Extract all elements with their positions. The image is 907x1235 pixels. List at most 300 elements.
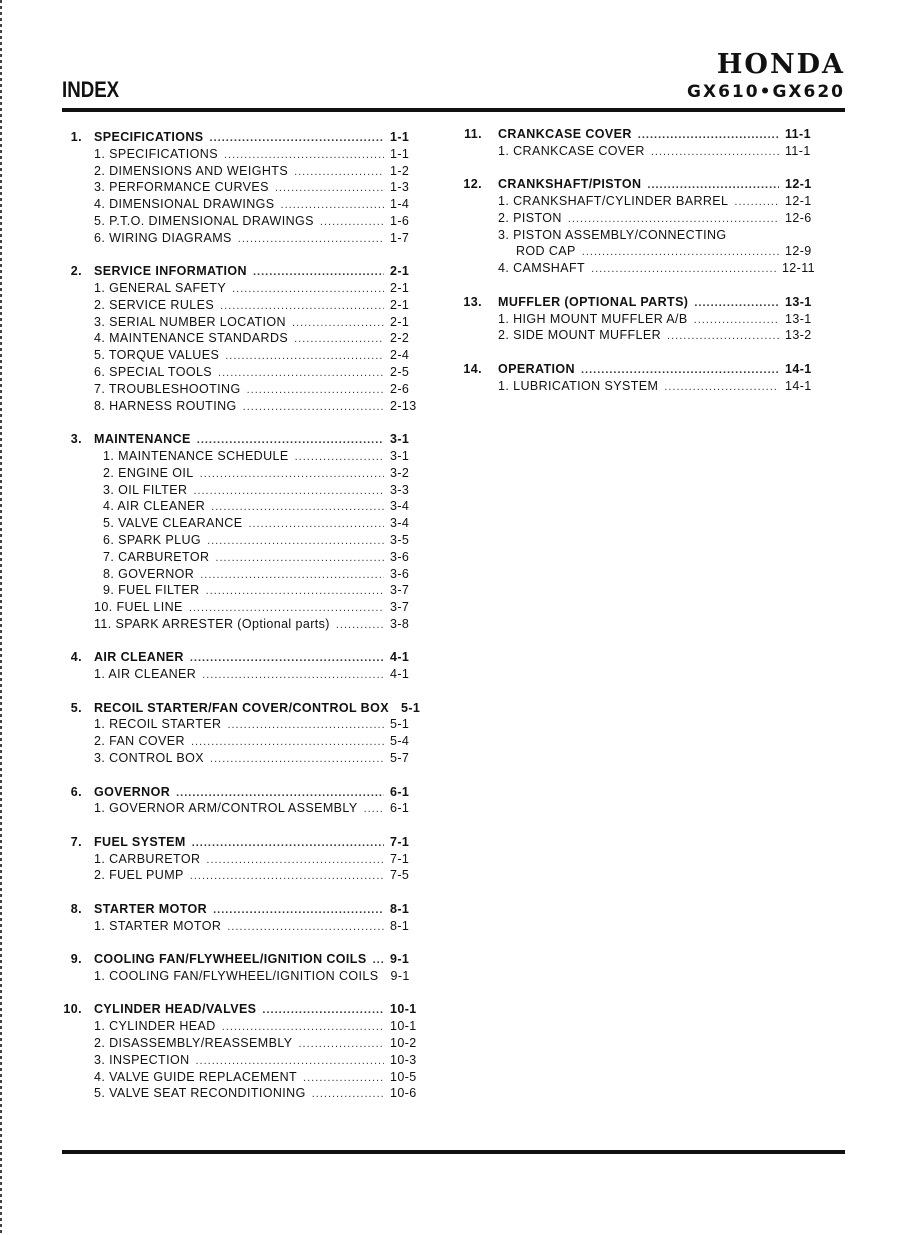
item-entry — [94, 1069, 420, 1087]
item-entry — [94, 616, 420, 634]
list-item[interactable] — [60, 616, 420, 633]
list-item[interactable] — [60, 297, 420, 314]
item-label: 1. CRANKCASE COVER — [498, 143, 645, 158]
section-number: 14. — [463, 361, 482, 376]
page-number: 3-7 — [390, 583, 410, 598]
list-item[interactable] — [60, 498, 420, 515]
dot-leader — [200, 466, 384, 483]
dot-leader — [373, 952, 384, 969]
item-entry — [498, 143, 815, 161]
dot-leader — [211, 499, 384, 516]
page-number: 4-1 — [390, 650, 410, 665]
item-entry — [94, 465, 420, 483]
item-label: 1. MAINTENANCE SCHEDULE — [103, 448, 289, 463]
dot-leader — [224, 147, 384, 164]
item-entry — [498, 193, 815, 211]
index-section — [460, 361, 815, 395]
page-number: 2-1 — [390, 281, 410, 296]
page-number: 3-3 — [390, 482, 410, 497]
section-number: 1. — [70, 130, 82, 144]
dot-leader — [215, 550, 384, 567]
list-item[interactable] — [60, 381, 420, 398]
dot-leader — [190, 868, 384, 885]
index-section — [460, 176, 815, 277]
section-heading[interactable] — [60, 431, 420, 448]
item-label: 5. VALVE CLEARANCE — [103, 516, 243, 531]
page-number: 1-1 — [390, 146, 410, 161]
item-entry — [94, 515, 420, 533]
item-label: 11. SPARK ARRESTER (Optional parts) — [94, 616, 330, 631]
section-title: SPECIFICATIONS — [94, 130, 204, 144]
item-entry — [94, 213, 420, 231]
item-entry — [94, 280, 420, 298]
list-item[interactable] — [60, 448, 420, 465]
section-entry — [498, 126, 815, 144]
dot-leader — [303, 1070, 384, 1087]
item-label: 2. DISASSEMBLY/REASSEMBLY — [94, 1036, 293, 1051]
item-entry — [94, 599, 420, 617]
section-entry — [498, 176, 815, 194]
page-number: 12-11 — [781, 261, 815, 276]
section-number: 6. — [70, 784, 82, 799]
list-item[interactable] — [460, 143, 815, 160]
model-name: GX610•GX620 — [687, 82, 845, 102]
item-label: 2. ENGINE OIL — [103, 465, 194, 480]
section-number: 4. — [70, 650, 82, 665]
section-entry — [498, 361, 815, 379]
item-label: 4. CAMSHAFT — [498, 261, 586, 276]
item-entry — [94, 1052, 420, 1070]
page-number: 12-9 — [785, 244, 812, 259]
list-item[interactable] — [60, 733, 420, 750]
list-item[interactable] — [60, 364, 420, 381]
section-title: RECOIL STARTER/FAN COVER/CONTROL BOX — [94, 700, 389, 715]
item-entry — [94, 1018, 420, 1036]
honda-logo: HONDA — [716, 49, 845, 80]
item-entry — [94, 179, 420, 197]
list-item[interactable] — [60, 566, 420, 583]
dot-leader — [197, 432, 384, 449]
section-title: MUFFLER (OPTIONAL PARTS) — [498, 294, 689, 309]
dot-leader — [206, 583, 384, 600]
page-number: 2-1 — [390, 264, 410, 279]
item-entry — [94, 230, 420, 248]
section-number: 7. — [70, 834, 82, 849]
item-label: 4. AIR CLEANER — [103, 499, 206, 514]
item-entry — [94, 733, 420, 751]
page-number: 3-4 — [390, 499, 410, 514]
item-entry — [94, 566, 420, 584]
item-label: 2. FAN COVER — [94, 734, 185, 749]
item-entry — [94, 549, 420, 567]
item-label: 1. HIGH MOUNT MUFFLER A/B — [498, 311, 688, 326]
page-number: 13-1 — [785, 294, 812, 309]
list-item[interactable] — [60, 599, 420, 616]
page-number: 5-1 — [390, 717, 410, 732]
list-item[interactable] — [60, 918, 420, 935]
dot-leader — [248, 516, 384, 533]
index-section — [60, 431, 420, 633]
dot-leader — [225, 348, 384, 365]
item-entry — [94, 532, 420, 550]
page-number: 4-1 — [390, 667, 410, 682]
list-item[interactable] — [60, 968, 420, 985]
item-entry — [498, 311, 815, 329]
item-label: 9. FUEL FILTER — [103, 583, 200, 598]
page-number: 10-1 — [390, 1002, 417, 1017]
dot-leader — [295, 449, 384, 466]
index-section — [60, 784, 420, 818]
section-number: 2. — [70, 264, 82, 279]
list-item[interactable] — [60, 750, 420, 767]
item-label: 1. COOLING FAN/FLYWHEEL/IGNITION COILS — [94, 968, 379, 983]
page-number: 3-4 — [390, 516, 410, 531]
list-item[interactable] — [60, 347, 420, 364]
item-label: 1. GENERAL SAFETY — [94, 281, 227, 296]
item-label: 3. PISTON ASSEMBLY/CONNECTING — [498, 227, 727, 242]
list-item[interactable] — [60, 146, 420, 163]
item-entry — [94, 398, 420, 416]
index-section — [460, 126, 815, 160]
section-heading[interactable] — [60, 649, 420, 666]
page-number: 9-1 — [390, 968, 410, 983]
section-title: STARTER MOTOR — [94, 901, 208, 916]
page-number: 10-2 — [390, 1036, 417, 1051]
list-item[interactable] — [60, 179, 420, 196]
page-number: 3-7 — [390, 600, 410, 615]
item-entry — [94, 196, 420, 214]
item-entry — [94, 448, 420, 466]
item-entry — [94, 330, 420, 348]
item-entry — [94, 582, 420, 600]
page-number: 1-3 — [390, 180, 410, 195]
dot-leader — [262, 1002, 384, 1019]
page-number: 11-1 — [785, 143, 811, 158]
dot-leader — [591, 261, 776, 278]
item-label: 1. CYLINDER HEAD — [94, 1019, 216, 1034]
dot-leader — [200, 567, 384, 584]
dot-leader — [210, 130, 384, 147]
list-item[interactable] — [460, 327, 815, 344]
list-item[interactable] — [60, 280, 420, 297]
item-entry — [498, 378, 815, 396]
list-item[interactable] — [60, 465, 420, 482]
item-label: 1. LUBRICATION SYSTEM — [498, 378, 659, 393]
page-number: 2-6 — [390, 381, 410, 396]
dot-leader — [213, 902, 384, 919]
dot-leader — [206, 852, 384, 869]
page-number: 8-1 — [390, 901, 410, 916]
dot-leader — [294, 164, 384, 181]
dot-leader — [275, 180, 384, 197]
item-entry — [94, 364, 420, 382]
index-section — [60, 834, 420, 884]
list-item[interactable] — [60, 549, 420, 566]
page-number: 11-1 — [785, 127, 811, 141]
dot-leader — [281, 197, 384, 214]
section-heading[interactable] — [460, 176, 815, 193]
dot-leader — [664, 379, 779, 396]
page-number: 3-1 — [390, 448, 410, 463]
item-entry — [94, 482, 420, 500]
section-number: 10. — [63, 1002, 82, 1017]
dot-leader — [364, 801, 384, 818]
page-number: 3-6 — [390, 566, 410, 581]
index-section — [460, 294, 815, 344]
item-entry — [94, 381, 420, 399]
page-number: 6-1 — [390, 784, 410, 799]
list-item[interactable] — [60, 398, 420, 415]
dot-leader — [243, 399, 384, 416]
section-entry — [94, 834, 420, 852]
dot-leader — [320, 214, 384, 231]
dot-leader — [210, 751, 384, 768]
dot-leader — [299, 1036, 385, 1053]
dot-leader — [207, 533, 384, 550]
page-number: 10-5 — [390, 1069, 417, 1084]
page-title: INDEX — [62, 77, 120, 102]
item-label: 1. CARBURETOR — [94, 851, 201, 866]
page-number: 2-5 — [390, 365, 410, 380]
dot-leader — [227, 919, 384, 936]
item-label: 8. GOVERNOR — [103, 566, 195, 581]
list-item[interactable] — [60, 1035, 420, 1052]
item-label: 7. CARBURETOR — [103, 549, 210, 564]
footer-rule — [62, 1150, 845, 1154]
item-entry — [94, 968, 420, 986]
list-item[interactable] — [60, 330, 420, 347]
section-entry — [94, 784, 420, 802]
item-entry — [498, 210, 815, 228]
page-number: 8-1 — [390, 918, 410, 933]
list-item[interactable] — [60, 482, 420, 499]
index-section — [60, 649, 420, 683]
page-number: 2-2 — [390, 331, 410, 346]
dot-leader — [568, 211, 779, 228]
section-heading[interactable] — [60, 1001, 420, 1018]
section-heading[interactable] — [60, 263, 420, 280]
section-heading[interactable] — [460, 361, 815, 378]
item-entry — [94, 163, 420, 181]
scan-edge — [0, 0, 2, 1235]
dot-leader — [238, 231, 384, 248]
page-number: 3-1 — [390, 432, 410, 447]
dot-leader — [581, 362, 779, 379]
index-section — [60, 263, 420, 414]
list-item[interactable] — [60, 163, 420, 180]
section-heading[interactable] — [460, 126, 815, 143]
list-item[interactable] — [60, 196, 420, 213]
item-label: ROD CAP — [516, 244, 576, 259]
list-item[interactable] — [60, 666, 420, 683]
item-label: 2. PISTON — [498, 210, 562, 225]
list-item[interactable] — [460, 210, 815, 227]
list-item[interactable] — [60, 867, 420, 884]
list-item[interactable] — [60, 532, 420, 549]
item-entry — [94, 750, 420, 768]
page-number: 12-1 — [785, 194, 812, 209]
list-item[interactable] — [60, 851, 420, 868]
section-heading[interactable] — [60, 129, 420, 146]
list-item[interactable] — [460, 227, 815, 244]
item-label: 1. SPECIFICATIONS — [94, 146, 218, 161]
index-section — [60, 951, 420, 985]
page-number: 12-6 — [785, 210, 812, 225]
item-label: 5. TORQUE VALUES — [94, 348, 220, 363]
dot-leader — [638, 127, 779, 144]
dot-leader — [247, 382, 384, 399]
list-item[interactable] — [60, 314, 420, 331]
item-label: 1. STARTER MOTOR — [94, 918, 222, 933]
item-label: 3. PERFORMANCE CURVES — [94, 180, 269, 195]
section-entry — [94, 649, 420, 667]
list-item[interactable] — [60, 1085, 420, 1102]
section-heading[interactable] — [60, 834, 420, 851]
item-label: 6. SPARK PLUG — [103, 532, 202, 547]
item-entry — [94, 851, 420, 869]
dot-leader — [582, 244, 779, 261]
page-number: 1-2 — [390, 163, 410, 178]
page-number: 13-2 — [785, 328, 812, 343]
section-number: 11. — [464, 127, 482, 141]
item-label: 4. VALVE GUIDE REPLACEMENT — [94, 1069, 298, 1084]
dot-leader — [227, 717, 384, 734]
page-number: 1-7 — [390, 230, 410, 245]
list-item[interactable] — [60, 230, 420, 247]
page-number: 2-13 — [390, 398, 417, 413]
list-item[interactable] — [60, 1069, 420, 1086]
item-entry — [94, 297, 420, 315]
dot-leader — [220, 298, 384, 315]
item-label: 6. WIRING DIAGRAMS — [94, 230, 232, 245]
list-item[interactable] — [60, 1052, 420, 1069]
list-item[interactable] — [460, 378, 815, 395]
dot-leader — [191, 734, 384, 751]
item-entry — [498, 327, 815, 345]
section-title: FUEL SYSTEM — [94, 834, 186, 849]
page-number: 1-6 — [390, 213, 410, 228]
section-heading[interactable] — [60, 700, 420, 717]
dot-leader — [222, 1019, 384, 1036]
index-section — [60, 129, 420, 247]
item-label: 4. DIMENSIONAL DRAWINGS — [94, 197, 275, 212]
page-number: 2-1 — [390, 297, 410, 312]
item-entry — [94, 800, 420, 818]
list-item[interactable] — [60, 716, 420, 733]
dot-leader — [292, 315, 384, 332]
list-item[interactable] — [460, 260, 815, 277]
section-entry — [94, 129, 420, 147]
list-item[interactable] — [60, 213, 420, 230]
dot-leader — [694, 295, 779, 312]
item-entry — [498, 243, 815, 261]
page-number: 3-2 — [390, 465, 410, 480]
dot-leader — [312, 1086, 384, 1103]
page-number: 7-5 — [390, 868, 410, 883]
item-label: 1. RECOIL STARTER — [94, 717, 222, 732]
list-item[interactable] — [460, 243, 815, 260]
list-item[interactable] — [60, 1018, 420, 1035]
section-title: MAINTENANCE — [94, 432, 191, 447]
page-number: 10-3 — [390, 1052, 417, 1067]
list-item[interactable] — [460, 193, 815, 210]
item-entry — [498, 227, 815, 244]
index-section — [60, 901, 420, 935]
dot-leader — [253, 264, 384, 281]
item-entry — [94, 716, 420, 734]
dot-leader — [336, 617, 384, 634]
index-section — [60, 1001, 420, 1102]
page-number: 3-8 — [390, 616, 410, 631]
section-entry — [94, 901, 420, 919]
section-entry — [94, 431, 420, 449]
section-title: CRANKCASE COVER — [498, 127, 632, 141]
section-title: SERVICE INFORMATION — [94, 264, 247, 279]
dot-leader — [193, 483, 384, 500]
page-number: 12-1 — [785, 177, 812, 192]
page-number: 5-7 — [390, 751, 410, 766]
page-number: 7-1 — [390, 834, 410, 849]
item-entry — [94, 146, 420, 164]
section-heading[interactable] — [60, 951, 420, 968]
dot-leader — [176, 785, 384, 802]
dot-leader — [647, 177, 779, 194]
list-item[interactable] — [60, 515, 420, 532]
item-label: 10. FUEL LINE — [94, 600, 183, 615]
section-number: 13. — [463, 294, 482, 309]
section-heading[interactable] — [60, 901, 420, 918]
page-number: 13-1 — [785, 311, 812, 326]
item-label: 4. MAINTENANCE STANDARDS — [94, 331, 289, 346]
page-number: 10-6 — [390, 1086, 417, 1101]
index-column-left — [60, 129, 420, 1119]
page-number: 7-1 — [390, 851, 410, 866]
page-number: 1-4 — [390, 197, 410, 212]
dot-leader — [202, 667, 384, 684]
page-number: 3-6 — [390, 549, 410, 564]
item-label: 2. SIDE MOUNT MUFFLER — [498, 328, 662, 343]
dot-leader — [196, 1053, 385, 1070]
dot-leader — [190, 650, 384, 667]
list-item[interactable] — [60, 582, 420, 599]
page-number: 14-1 — [785, 361, 812, 376]
list-item[interactable] — [60, 800, 420, 817]
item-label: 3. INSPECTION — [94, 1052, 190, 1067]
dot-leader — [667, 328, 779, 345]
item-label: 1. CRANKSHAFT/CYLINDER BARREL — [498, 194, 729, 209]
header-rule — [62, 108, 845, 112]
page-number: 10-1 — [390, 1019, 417, 1034]
section-title: CRANKSHAFT/PISTON — [498, 177, 642, 192]
section-title: GOVERNOR — [94, 784, 171, 799]
section-title: CYLINDER HEAD/VALVES — [94, 1002, 257, 1017]
page-number: 5-4 — [390, 734, 410, 749]
section-heading[interactable] — [460, 294, 815, 311]
item-entry — [94, 867, 420, 885]
item-label: 5. P.T.O. DIMENSIONAL DRAWINGS — [94, 213, 314, 228]
page-number: 6-1 — [390, 801, 410, 816]
item-entry — [94, 1085, 420, 1103]
item-label: 8. HARNESS ROUTING — [94, 398, 237, 413]
section-number: 5. — [70, 700, 82, 715]
section-heading[interactable] — [60, 784, 420, 801]
item-entry — [94, 498, 420, 516]
list-item[interactable] — [460, 311, 815, 328]
index-column-right — [460, 126, 815, 411]
page-number: 14-1 — [785, 378, 812, 393]
item-label: 3. CONTROL BOX — [94, 751, 205, 766]
item-entry — [94, 918, 420, 936]
